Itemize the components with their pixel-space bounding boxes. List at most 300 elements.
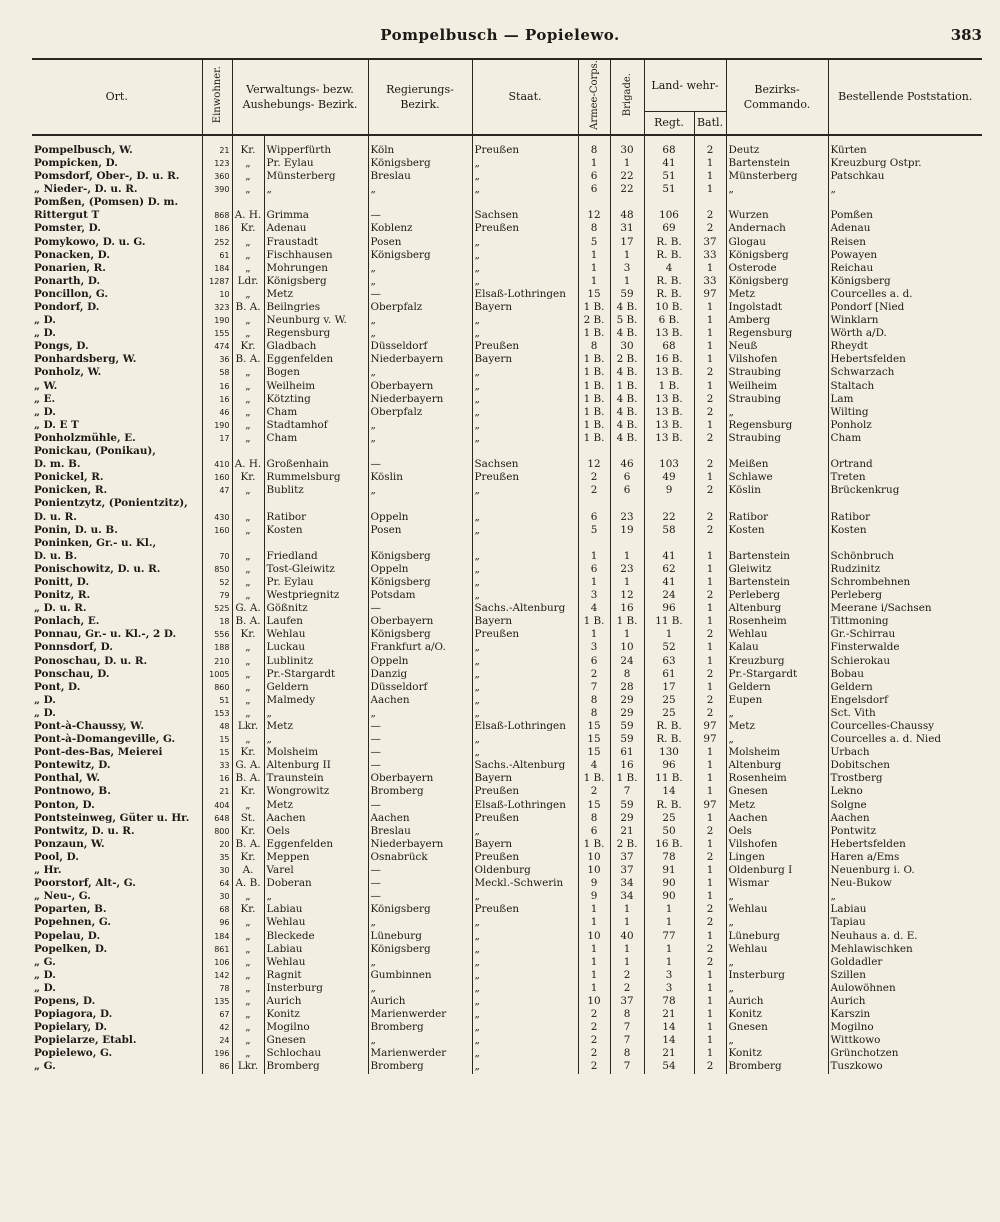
cell-verw-bezirk: Fraustadt <box>264 236 368 249</box>
cell-bezirks-commando: Königsberg <box>726 275 828 288</box>
table-row <box>32 943 982 956</box>
table-row <box>32 262 982 275</box>
cell-regt: 16 B. <box>644 353 694 366</box>
cell-staat: Bayern <box>472 301 578 314</box>
cell-bezirks-commando: Altenburg <box>726 602 828 615</box>
cell-brigade: 28 <box>610 681 644 694</box>
cell-regt: 13 B. <box>644 327 694 340</box>
cell-brigade: 40 <box>610 930 644 943</box>
cell-ort: „ D. <box>34 968 56 981</box>
table-row <box>32 1047 982 1060</box>
table-row <box>32 785 982 798</box>
cell-poststation: Reichau <box>828 262 982 275</box>
cell-staat: Bayern <box>472 615 578 628</box>
cell-ort: Ponicken, R. <box>34 484 108 497</box>
cell-verw-bezirk <box>264 445 368 458</box>
page-number: 383 <box>950 26 982 44</box>
cell-staat: „ <box>472 419 578 432</box>
cell-einwohner: 390 <box>202 183 232 196</box>
cell-staat: „ <box>472 262 578 275</box>
cell-brigade: 7 <box>610 1021 644 1034</box>
cell-ort: Pont, D. <box>34 680 81 693</box>
cell-ort: Pomsdorf, Ober-, D. u. R. <box>34 170 180 183</box>
cell-staat: „ <box>472 484 578 497</box>
cell-bezirks-commando: Eupen <box>726 694 828 707</box>
cell-batl: 1 <box>694 890 726 903</box>
cell-regierung: Oberbayern <box>368 772 472 785</box>
cell-verw-abbr: G. A. <box>232 759 264 772</box>
cell-verw-abbr: „ <box>232 956 264 969</box>
cell-batl: 1 <box>694 681 726 694</box>
cell-armee-corps: 8 <box>578 340 610 353</box>
cell-verw-abbr: „ <box>232 327 264 340</box>
cell-batl: 97 <box>694 288 726 301</box>
cell-einwohner: 96 <box>202 916 232 929</box>
cell-brigade: 37 <box>610 851 644 864</box>
cell-batl: 1 <box>694 1008 726 1021</box>
cell-batl: 1 <box>694 380 726 393</box>
cell-poststation: Mehlawischken <box>828 943 982 956</box>
cell-regierung: Gumbinnen <box>368 969 472 982</box>
cell-regt: 61 <box>644 668 694 681</box>
cell-regt: 52 <box>644 641 694 654</box>
cell-staat: Preußen <box>472 812 578 825</box>
table-row <box>32 746 982 759</box>
cell-brigade: 1 B. <box>610 380 644 393</box>
table-row <box>32 249 982 262</box>
cell-bezirks-commando: Gnesen <box>726 1021 828 1034</box>
cell-verw-bezirk: Pr.-Stargardt <box>264 668 368 681</box>
cell-verw-abbr: „ <box>232 707 264 720</box>
cell-verw-abbr: „ <box>232 524 264 537</box>
cell-armee-corps: 1 B. <box>578 838 610 851</box>
cell-armee-corps: 1 <box>578 576 610 589</box>
cell-staat: „ <box>472 170 578 183</box>
header-ort: Ort. <box>32 59 202 135</box>
cell-verw-bezirk: Insterburg <box>264 982 368 995</box>
cell-ort: „ D. <box>34 405 56 418</box>
cell-staat <box>472 445 578 458</box>
table-row <box>32 236 982 249</box>
cell-brigade: 21 <box>610 825 644 838</box>
cell-staat <box>472 497 578 510</box>
cell-poststation: „ <box>828 183 982 196</box>
cell-batl: 97 <box>694 799 726 812</box>
cell-verw-bezirk: Altenburg II <box>264 759 368 772</box>
cell-regierung: Posen <box>368 236 472 249</box>
cell-poststation: Winklarn <box>828 314 982 327</box>
cell-ort: Ponthal, W. <box>34 772 100 785</box>
cell-verw-abbr: „ <box>232 1047 264 1060</box>
cell-verw-bezirk: Tost-Gleiwitz <box>264 563 368 576</box>
cell-staat: „ <box>472 183 578 196</box>
cell-poststation: Labiau <box>828 903 982 916</box>
cell-poststation: Rheydt <box>828 340 982 353</box>
cell-verw-bezirk: Gnesen <box>264 1034 368 1047</box>
table-row <box>32 563 982 576</box>
table-row <box>32 135 982 157</box>
cell-batl: 1 <box>694 419 726 432</box>
cell-verw-abbr <box>232 537 264 550</box>
cell-batl: 1 <box>694 982 726 995</box>
cell-bezirks-commando: Bartenstein <box>726 576 828 589</box>
cell-brigade: 16 <box>610 759 644 772</box>
cell-poststation: Courcelles-Chaussy <box>828 720 982 733</box>
cell-ort: „ D. u. R. <box>34 602 87 615</box>
cell-brigade: 1 <box>610 275 644 288</box>
cell-einwohner: 33 <box>202 759 232 772</box>
cell-verw-bezirk: Weilheim <box>264 380 368 393</box>
cell-armee-corps: 1 <box>578 956 610 969</box>
cell-armee-corps: 2 <box>578 471 610 484</box>
table-row <box>32 1034 982 1047</box>
cell-einwohner: 16 <box>202 393 232 406</box>
cell-verw-abbr: B. A. <box>232 301 264 314</box>
cell-staat: „ <box>472 982 578 995</box>
cell-batl: 1 <box>694 563 726 576</box>
cell-regt: 24 <box>644 589 694 602</box>
cell-bezirks-commando: Andernach <box>726 222 828 235</box>
table-row <box>32 432 982 445</box>
cell-einwohner: 16 <box>202 380 232 393</box>
cell-brigade: 34 <box>610 877 644 890</box>
cell-einwohner: 48 <box>202 720 232 733</box>
cell-regt <box>644 196 694 209</box>
cell-brigade: 46 <box>610 458 644 471</box>
cell-regt: 11 B. <box>644 772 694 785</box>
table-row <box>32 995 982 1008</box>
cell-verw-bezirk: Neunburg v. W. <box>264 314 368 327</box>
table-row <box>32 419 982 432</box>
table-body <box>32 135 982 1074</box>
cell-staat: Preußen <box>472 628 578 641</box>
cell-verw-bezirk: Adenau <box>264 222 368 235</box>
cell-verw-bezirk: Aurich <box>264 995 368 1008</box>
cell-verw-abbr: „ <box>232 550 264 563</box>
cell-batl: 2 <box>694 825 726 838</box>
cell-bezirks-commando: Neuß <box>726 340 828 353</box>
cell-verw-abbr: Kr. <box>232 785 264 798</box>
cell-verw-bezirk: Eggenfelden <box>264 838 368 851</box>
cell-einwohner: 68 <box>202 903 232 916</box>
cell-regt: R. B. <box>644 249 694 262</box>
cell-poststation: Hebertsfelden <box>828 353 982 366</box>
cell-brigade: 7 <box>610 1060 644 1073</box>
cell-brigade: 1 <box>610 249 644 262</box>
cell-staat: Preußen <box>472 903 578 916</box>
cell-regierung: Königsberg <box>368 943 472 956</box>
cell-einwohner: 30 <box>202 864 232 877</box>
cell-einwohner: 42 <box>202 1021 232 1034</box>
cell-staat: „ <box>472 995 578 1008</box>
cell-verw-abbr: „ <box>232 694 264 707</box>
cell-bezirks-commando: Geldern <box>726 681 828 694</box>
cell-regierung: „ <box>368 314 472 327</box>
table-row <box>32 1060 982 1073</box>
cell-regt: 62 <box>644 563 694 576</box>
cell-bezirks-commando: Münsterberg <box>726 170 828 183</box>
cell-verw-abbr: B. A. <box>232 615 264 628</box>
table-row <box>32 406 982 419</box>
table-row <box>32 471 982 484</box>
cell-bezirks-commando: Regensburg <box>726 327 828 340</box>
table-row <box>32 157 982 170</box>
header-batl: Batl. <box>694 111 726 135</box>
cell-poststation: Courcelles a. d. Nied <box>828 733 982 746</box>
table-row <box>32 615 982 628</box>
cell-armee-corps: 1 <box>578 969 610 982</box>
cell-verw-bezirk: Königsberg <box>264 275 368 288</box>
cell-batl: 1 <box>694 1034 726 1047</box>
cell-verw-bezirk: Pr. Eylau <box>264 576 368 589</box>
cell-batl: 1 <box>694 550 726 563</box>
cell-verw-bezirk: Gößnitz <box>264 602 368 615</box>
cell-regierung: Breslau <box>368 170 472 183</box>
cell-brigade: 30 <box>610 340 644 353</box>
cell-batl: 2 <box>694 432 726 445</box>
cell-brigade: 19 <box>610 524 644 537</box>
table-row <box>32 838 982 851</box>
cell-ort: Popelken, D. <box>34 942 108 955</box>
cell-verw-bezirk: Oels <box>264 825 368 838</box>
cell-einwohner: 410 <box>202 458 232 471</box>
table-row <box>32 720 982 733</box>
cell-poststation: Hebertsfelden <box>828 838 982 851</box>
cell-staat: „ <box>472 249 578 262</box>
cell-regt: 130 <box>644 746 694 759</box>
cell-batl: 2 <box>694 707 726 720</box>
cell-poststation <box>828 445 982 458</box>
cell-einwohner: 186 <box>202 222 232 235</box>
cell-batl: 2 <box>694 1060 726 1073</box>
cell-verw-abbr: Kr. <box>232 222 264 235</box>
cell-poststation: Ratibor <box>828 511 982 524</box>
cell-staat: „ <box>472 733 578 746</box>
cell-regierung: Königsberg <box>368 576 472 589</box>
cell-armee-corps: 1 <box>578 157 610 170</box>
cell-armee-corps: 1 B. <box>578 406 610 419</box>
cell-brigade: 2 <box>610 982 644 995</box>
cell-verw-bezirk: Westpriegnitz <box>264 589 368 602</box>
cell-brigade: 8 <box>610 1008 644 1021</box>
cell-brigade: 4 B. <box>610 406 644 419</box>
cell-armee-corps: 2 <box>578 1047 610 1060</box>
cell-poststation: Schrombehnen <box>828 576 982 589</box>
cell-regierung: Königsberg <box>368 249 472 262</box>
cell-regt: 14 <box>644 1034 694 1047</box>
cell-poststation: Kürten <box>828 135 982 157</box>
cell-ort: Pontwitz, D. u. R. <box>34 824 135 837</box>
cell-bezirks-commando: „ <box>726 707 828 720</box>
cell-poststation: Aurich <box>828 995 982 1008</box>
cell-brigade <box>610 196 644 209</box>
cell-batl: 2 <box>694 916 726 929</box>
cell-batl: 1 <box>694 576 726 589</box>
cell-verw-abbr: „ <box>232 969 264 982</box>
cell-armee-corps: 1 B. <box>578 615 610 628</box>
cell-bezirks-commando: Schlawe <box>726 471 828 484</box>
table-row <box>32 353 982 366</box>
cell-batl: 1 <box>694 641 726 654</box>
cell-brigade: 1 <box>610 628 644 641</box>
cell-brigade: 1 B. <box>610 772 644 785</box>
cell-ort: Pont-à-Domangeville, G. <box>34 733 176 746</box>
cell-bezirks-commando <box>726 445 828 458</box>
cell-poststation: Grünchotzen <box>828 1047 982 1060</box>
cell-regt: 3 <box>644 982 694 995</box>
cell-poststation <box>828 497 982 510</box>
cell-regt: 1 <box>644 943 694 956</box>
cell-verw-abbr: „ <box>232 563 264 576</box>
cell-ort: D. m. B. <box>34 458 81 471</box>
cell-staat: „ <box>472 511 578 524</box>
cell-armee-corps: 1 B. <box>578 772 610 785</box>
cell-einwohner: 323 <box>202 301 232 314</box>
cell-verw-bezirk: „ <box>264 890 368 903</box>
cell-ort: Pongs, D. <box>34 340 89 353</box>
cell-bezirks-commando: Wehlau <box>726 943 828 956</box>
cell-poststation: Reisen <box>828 236 982 249</box>
cell-brigade <box>610 497 644 510</box>
cell-einwohner: 160 <box>202 524 232 537</box>
cell-staat: „ <box>472 157 578 170</box>
table-row <box>32 275 982 288</box>
table-row <box>32 288 982 301</box>
cell-batl: 2 <box>694 851 726 864</box>
cell-bezirks-commando: „ <box>726 916 828 929</box>
cell-bezirks-commando: Weilheim <box>726 380 828 393</box>
cell-bezirks-commando: Wurzen <box>726 209 828 222</box>
cell-staat: Meckl.-Schwerin <box>472 877 578 890</box>
cell-staat: „ <box>472 576 578 589</box>
cell-poststation: Adenau <box>828 222 982 235</box>
cell-regt: 1 <box>644 956 694 969</box>
cell-bezirks-commando: Amberg <box>726 314 828 327</box>
cell-batl: 2 <box>694 366 726 379</box>
cell-verw-abbr: „ <box>232 432 264 445</box>
cell-staat: „ <box>472 236 578 249</box>
cell-einwohner: 64 <box>202 877 232 890</box>
cell-bezirks-commando: Rosenheim <box>726 615 828 628</box>
cell-armee-corps: 1 <box>578 943 610 956</box>
cell-bezirks-commando: Oels <box>726 825 828 838</box>
cell-brigade: 8 <box>610 1047 644 1060</box>
cell-brigade: 4 B. <box>610 419 644 432</box>
cell-verw-bezirk: Ragnit <box>264 969 368 982</box>
cell-verw-bezirk <box>264 196 368 209</box>
cell-verw-abbr: „ <box>232 733 264 746</box>
cell-regt: 68 <box>644 340 694 353</box>
cell-bezirks-commando: Rosenheim <box>726 772 828 785</box>
cell-verw-abbr: „ <box>232 484 264 497</box>
cell-regt: 16 B. <box>644 838 694 851</box>
table-row <box>32 916 982 929</box>
cell-poststation: Rudzinitz <box>828 563 982 576</box>
cell-regierung: — <box>368 458 472 471</box>
cell-batl: 2 <box>694 135 726 157</box>
cell-poststation: Aachen <box>828 812 982 825</box>
cell-bezirks-commando: Lingen <box>726 851 828 864</box>
cell-regt: 90 <box>644 890 694 903</box>
cell-brigade: 12 <box>610 589 644 602</box>
cell-armee-corps: 2 <box>578 1008 610 1021</box>
cell-regierung: Köln <box>368 135 472 157</box>
cell-armee-corps: 4 <box>578 602 610 615</box>
cell-regt: 69 <box>644 222 694 235</box>
cell-batl: 97 <box>694 720 726 733</box>
cell-poststation: Szillen <box>828 969 982 982</box>
cell-einwohner: 474 <box>202 340 232 353</box>
cell-regierung: — <box>368 759 472 772</box>
cell-armee-corps: 8 <box>578 222 610 235</box>
cell-bezirks-commando: „ <box>726 956 828 969</box>
cell-staat: „ <box>472 890 578 903</box>
cell-verw-bezirk: Labiau <box>264 903 368 916</box>
cell-verw-bezirk: Pr. Eylau <box>264 157 368 170</box>
cell-verw-bezirk: Bleckede <box>264 930 368 943</box>
cell-verw-bezirk: Mogilno <box>264 1021 368 1034</box>
cell-verw-bezirk: Bublitz <box>264 484 368 497</box>
cell-armee-corps: 3 <box>578 641 610 654</box>
cell-verw-bezirk: Gladbach <box>264 340 368 353</box>
cell-staat: „ <box>472 550 578 563</box>
header-brigade: Brigade. <box>610 59 644 135</box>
cell-bezirks-commando: Konitz <box>726 1047 828 1060</box>
cell-regierung: Oppeln <box>368 511 472 524</box>
cell-verw-bezirk: Konitz <box>264 1008 368 1021</box>
cell-brigade: 16 <box>610 602 644 615</box>
cell-einwohner: 47 <box>202 484 232 497</box>
cell-ort: Poncillon, G. <box>34 287 109 300</box>
cell-batl: 1 <box>694 353 726 366</box>
cell-brigade: 31 <box>610 222 644 235</box>
cell-brigade: 37 <box>610 864 644 877</box>
cell-verw-abbr: B. A. <box>232 353 264 366</box>
table-row <box>32 707 982 720</box>
cell-armee-corps: 2 B. <box>578 314 610 327</box>
cell-einwohner: 861 <box>202 943 232 956</box>
cell-regt: 17 <box>644 681 694 694</box>
cell-verw-bezirk: Labiau <box>264 943 368 956</box>
cell-batl: 1 <box>694 1021 726 1034</box>
cell-einwohner: 184 <box>202 930 232 943</box>
cell-ort: Pool, D. <box>34 850 79 863</box>
cell-verw-abbr: „ <box>232 681 264 694</box>
cell-ort: Pomster, D. <box>34 222 101 235</box>
cell-poststation: Wilting <box>828 406 982 419</box>
cell-regt: 13 B. <box>644 432 694 445</box>
cell-bezirks-commando: Kreuzburg <box>726 655 828 668</box>
cell-regierung: Niederbayern <box>368 393 472 406</box>
cell-regierung: „ <box>368 432 472 445</box>
cell-verw-abbr: „ <box>232 890 264 903</box>
cell-armee-corps: 2 <box>578 668 610 681</box>
cell-staat <box>472 196 578 209</box>
cell-bezirks-commando: „ <box>726 733 828 746</box>
cell-regierung: Königsberg <box>368 550 472 563</box>
cell-staat: Preußen <box>472 222 578 235</box>
table-row <box>32 366 982 379</box>
header-bezirks-commando: Bezirks- Commando. <box>726 59 828 135</box>
table-row <box>32 602 982 615</box>
cell-poststation: Tapiau <box>828 916 982 929</box>
cell-batl: 1 <box>694 785 726 798</box>
cell-regierung: — <box>368 602 472 615</box>
cell-batl: 2 <box>694 222 726 235</box>
cell-ort: Pont-des-Bas, Meierei <box>34 746 163 759</box>
cell-regierung: Frankfurt a/O. <box>368 641 472 654</box>
table-row <box>32 956 982 969</box>
